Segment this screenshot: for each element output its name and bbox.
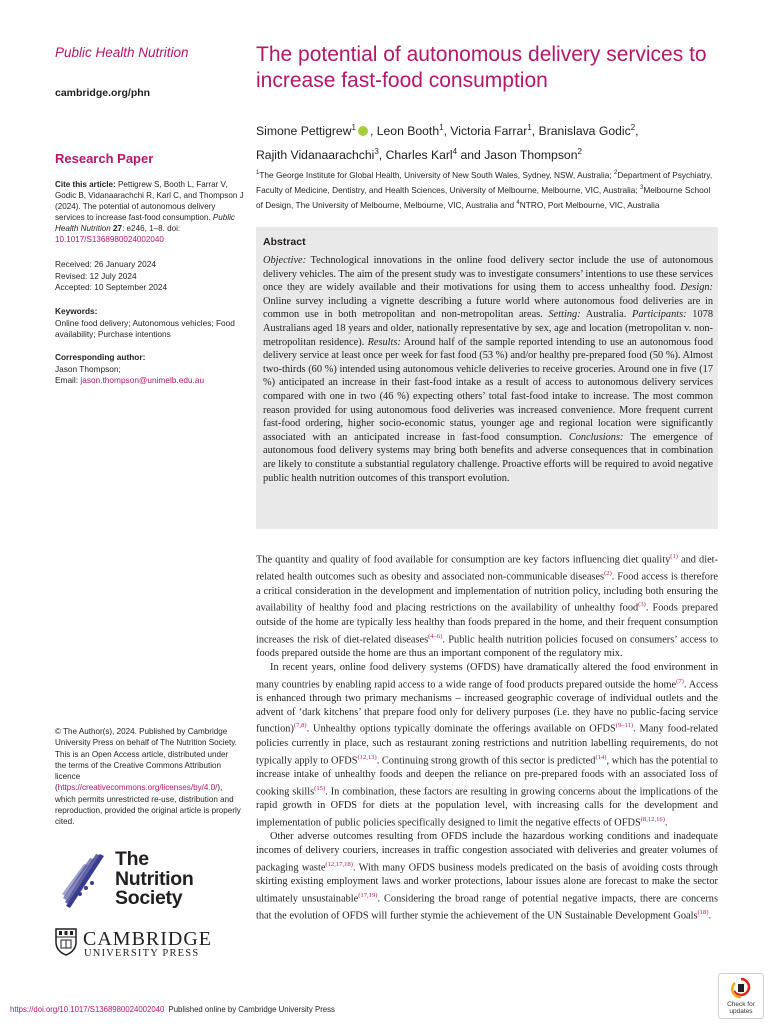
author-name: Leon Booth [376,124,440,139]
body-text-run: . [708,910,712,922]
check-updates-label [719,1001,763,1015]
body-text-run: . Many food-related policies currently in place, such as restaurant zoning restrictions and nutrition labelling requirements, do not typically apply to OFDS [256,723,719,767]
journal-url-link[interactable]: cambridge.org/phn [55,87,151,99]
author-affil-sup: 4 [452,146,458,156]
abstract-section-text: 1078 Australians aged 18 years and older, nationally representative by sex, age and location (metropolitan v. non-metropolitan residence). [263,309,713,348]
author-separator: , [635,124,639,139]
body-text-run: . With many OFDS business models predicated on the basis of avoiding costs through skirting existing employment laws and worker protections, labour issues alone are forecast to make the sector ultimately unsustainable [256,862,718,905]
society-line-2: Nutrition [115,867,194,890]
abstract-section-text: Australia. [580,309,633,321]
corresponding-label: Corresponding author: [55,352,146,362]
cite-journal: Public Health Nutrition [55,212,235,233]
license-link[interactable]: https://creativecommons.org/licenses/by/4.0/ [57,783,218,793]
affiliation-text: Department of Psychiatry, Faculty of Medicine, Dentistry, and Health Sciences, University of Melbourne, Melbourne, VIC, Australia; [256,169,713,195]
university-press-wordmark: UNIVERSITY PRESS [84,948,200,959]
reference-citation[interactable]: (18) [697,909,709,917]
nutrition-society-logo [60,850,230,914]
author-affil-sup: 3 [374,146,379,156]
keywords-block [55,306,247,341]
abstract-section-label: Design: [680,282,713,294]
affiliations [256,167,718,212]
affiliation-sup: 3 [639,184,644,191]
reference-citation[interactable]: (12,13) [357,753,377,761]
citation-block [55,180,247,245]
license-text-1: © The Author(s), 2024. Published by Cambridge University Press on behalf of The Nutrition Society. This is an Open Access article, distributed under the terms of the Creative Commons Attribution licence ( [55,727,237,793]
abstract-section-label: Results: [367,336,401,348]
check-updates-line-1: Check for [727,1001,755,1008]
abstract-section-text: The emergence of autonomous food delivery systems may bring both benefits and adverse consequences that in combination are likely to constitute a substantial regulatory challenge. Proactive efforts will be required to avoid negative public health nutrition outcomes of this transport evolution. [263,431,713,484]
author-separator: , [369,124,377,139]
page-footer [10,1005,335,1014]
body-text-run: Other adverse outcomes resulting from OFDS include the hazardous working conditions and inadequate incomes of delivery couriers, increases in traffic congestion associated with deliveries and greater volumes of packaging waste [256,831,718,874]
body-text-run: . [664,817,668,829]
license-block [55,726,241,828]
nutrition-society-emblem-icon [60,850,110,912]
cambridge-university-press-logo [55,928,245,962]
body-paragraph [256,830,718,923]
body-text-run: . Food access is therefore a critical consideration in the development and implementation of nutrition policy, including both ensuring the availability of healthy food and placing restrictions on the availability of unhealthy food [256,571,718,614]
body-paragraph [256,550,718,661]
email-link[interactable]: jason.thompson@unimelb.edu.au [80,375,205,385]
body-text-run: . Access is enhanced through two primary mechanisms – increased geographic coverage of individual outlets and the advent of ‘dark kitchens’ that prepare food only for delivery purposes (i.e. they have no public-facing service function) [256,678,718,735]
cite-doi-link[interactable]: 10.1017/S1368980024002040 [55,234,164,244]
reference-citation[interactable]: (15) [314,784,326,792]
affiliation-text: The George Institute for Global Health, University of New South Wales, Sydney, NSW, Australia; [259,169,614,180]
author-name: Charles Karl [385,147,453,162]
cite-pages: : e246, 1–8. doi: [122,223,181,233]
check-updates-icon [731,977,751,999]
author-separator: and [457,147,485,162]
abstract-section-label: Setting: [548,309,581,321]
affiliation-text: NTRO, Port Melbourne, VIC, Australia [519,199,660,210]
article-dates [55,259,167,294]
abstract-section-text: Technological innovations in the online food delivery sector include the use of autonomous delivery vehicles. The aim of the present study was to investigate consumers’ intentions to use these services once they are widely available and their motivations for using them to access unhealthy food. [263,255,713,294]
author-affil-sup: 1 [351,123,356,132]
article-title: The potential of autonomous delivery services to increase fast-food consumption [256,43,707,92]
affiliation-text: Melbourne School of Design, The University of Melbourne, Melbourne, VIC, Australia and [256,184,711,210]
abstract-section-label: Objective: [263,255,307,266]
cambridge-shield-icon [55,928,77,956]
author-name: Branislava Godic [538,124,631,139]
author-separator: , [378,147,386,162]
reference-citation[interactable]: (8,12,16) [640,815,665,823]
author-name: Jason Thompson [484,147,578,162]
cite-label: Cite this article: [55,180,116,189]
date-accepted: Accepted: 10 September 2024 [55,282,168,292]
author-separator: , [531,124,539,139]
journal-name: Public Health Nutrition [55,45,189,60]
affiliation-sup: 4 [516,199,520,206]
body-text-run: and diet-related health outcomes such as obesity and associated non-communicable diseases [256,554,719,583]
corresponding-name: Jason Thompson; [55,363,121,374]
author-affil-sup: 1 [527,123,532,132]
author-list [256,118,718,165]
author-affil-sup: 1 [439,123,444,132]
footer-published: Published online by Cambridge University Press [166,1005,335,1014]
check-updates-line-2: updates [729,1008,753,1015]
body-text-run: . Continuing strong growth of this sector is predicted [376,755,596,767]
abstract-section-text: Around half of the sample reported intending to use an autonomous food delivery service at least once per week for fast food (53 %) and/or healthy pre-prepared food (50 %). Almost two-thirds (60 %) intended using autonomous vehicle deliveries to receive groceries. Around one in five (17 %) anticipated an increase in their fast-food intake as a result of access to autonomous delivery services compared with one in two (46 %) expecting others’ total fast-food intake to increase. The most common reason provided for using autonomous food deliveries was increased convenience. More frequent current fast-food ordering, higher socio-economic status, younger age and regional location were significantly associated with an anticipated increase in fast-food consumption. [263,336,714,443]
cambridge-wordmark: CAMBRIDGE [83,928,213,950]
society-line-3: Society [115,887,183,909]
keywords-list: Online food delivery; Autonomous vehicles; Food availability; Purchase intentions [55,317,235,339]
reference-citation[interactable]: (17,19) [358,891,378,899]
email-label: Email: [55,375,81,385]
date-received: Received: 26 January 2024 [55,259,157,269]
cite-volume: 27 [110,223,123,233]
reference-citation[interactable]: (12,17,18) [325,860,353,868]
author-affil-sup: 2 [630,123,636,132]
reference-citation[interactable]: (1) [670,553,678,560]
license-text-2: ), which permits unrestricted re-use, distribution and reproduction, provided the original article is properly cited. [55,783,241,827]
body-text-run: . In combination, these factors are resulting in growing concerns about the implications of the rapid growth in OFDS for diets at the population level, with increasing calls for the development and implementation of public policies specifically designed to limit the negative effects of OFDS [256,786,718,829]
body-paragraph [256,661,718,830]
abstract-box [256,227,718,529]
body-text-run: . Public health nutrition policies focused on consumers’ access to foods prepared outside the home are thus an important component of the regulatory mix. [256,633,718,659]
reference-citation[interactable]: (2) [604,570,612,578]
reference-citation[interactable]: (4–6) [428,632,443,640]
affiliation-sup: 1 [256,170,260,176]
author-name: Rajith Vidanaarachchi [256,147,375,162]
body-text [256,550,718,924]
body-text-run: , which has the potential to increase intake of unhealthy foods and deepen the reliance on pre-prepared foods with an associated loss of cooking skills [256,755,718,798]
keywords-label: Keywords: [55,306,98,316]
date-revised: Revised: 12 July 2024 [55,270,137,281]
reference-citation[interactable]: (9–11) [615,722,634,730]
body-text-run: The quantity and quality of food available for consumption are key factors influencing diet quality [256,554,671,566]
abstract-heading: Abstract [263,236,306,248]
abstract-section-text: Online survey including a vignette describing a future world where autonomous food deliveries are in common use in both metropolitan and non-metropolitan areas. [263,295,713,321]
body-text-run: In recent years, online food delivery systems (OFDS) have dramatically altered the food environment in many countries by enabling rapid access to a wide range of food products prepared outside the home [256,661,718,690]
orcid-icon[interactable] [358,126,368,136]
reference-citation[interactable]: (7,8) [293,722,307,730]
author-affil-sup: 2 [577,146,582,156]
author-name: Simone Pettigrew [256,124,352,139]
nutrition-society-wordmark [115,850,194,909]
reference-citation[interactable]: (7) [676,677,684,685]
author-name: Victoria Farrar [450,124,528,139]
check-for-updates-button[interactable] [718,973,764,1019]
corresponding-author-block [55,352,247,387]
reference-citation[interactable]: (3) [638,601,646,609]
abstract-text [263,254,713,485]
body-text-run: . Considering the broad range of potential negative impacts, there are concerns that the evolution of OFDS will further stymie the achievement of the UN Sustainable Development Goals [256,893,718,922]
author-separator: , [443,124,451,139]
abstract-section-label: Conclusions: [568,431,624,443]
cite-text: Pettigrew S, Booth L, Farrar V, Godic B, Vidanaarachchi R, Karl C, and Thompson J (2024). The potential of autonomous delivery services to increase fast-food consumption. [55,180,244,222]
reference-citation[interactable]: (14) [595,753,607,761]
footer-doi-link[interactable]: https://doi.org/10.1017/S1368980024002040 [10,1005,165,1014]
body-text-run: . Foods prepared outside of the home are typically less healthy than foods prepared in the home, and their frequent consumption increases the risk of diet-related diseases [256,602,718,645]
body-text-run: . Unhealthy options typically dominate the offerings available on OFDS [306,723,616,735]
affiliation-sup: 2 [613,170,618,176]
abstract-section-label: Participants: [632,309,687,321]
article-type: Research Paper [55,151,154,166]
society-line-1: The [115,848,149,870]
